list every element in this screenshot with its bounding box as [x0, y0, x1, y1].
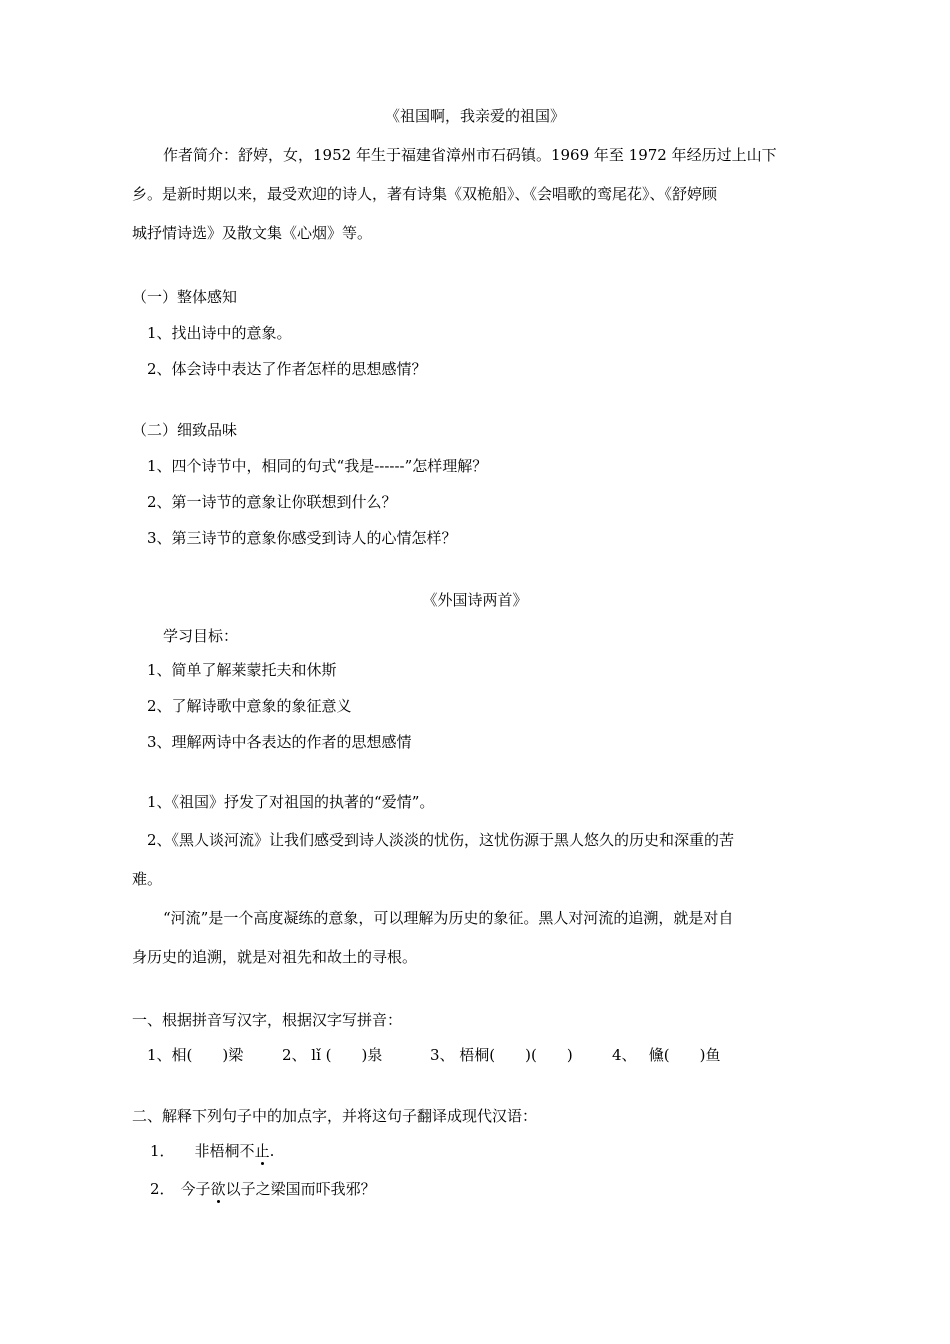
part2-heading: （二）细致品味: [132, 421, 238, 439]
exercise2-heading: 二、解释下列句子中的加点字，并将这句子翻译成现代汉语：: [132, 1107, 538, 1125]
sentence-text: 非梧桐不: [194, 1142, 255, 1160]
part1-item: 1、找出诗中的意象。: [147, 324, 292, 342]
part2-item: 2、第一诗节的意象让你联想到什么？: [147, 493, 397, 511]
goal-item: 2、了解诗歌中意象的象征意义: [147, 697, 352, 715]
author-intro-line-2: 乡。是新时期以来，最受欢迎的诗人，著有诗集《双桅船》、《会唱歌的鸾尾花》、《舒婷顾: [132, 185, 718, 203]
sentence-number: 1．: [150, 1142, 175, 1160]
exercise1-question-1: 1、相( )梁: [147, 1046, 244, 1064]
summary-line-2b: 难。: [132, 870, 163, 888]
dotted-character: 欲: [210, 1180, 226, 1198]
exercise2-sentence-2: [150, 1179, 376, 1199]
author-intro-line-3: 城抒情诗选》及散文集《心烟》等。: [132, 224, 373, 242]
part1-heading: （一）整体感知: [132, 288, 238, 306]
exercise1-heading: 一、根据拼音写汉字，根据汉字写拼音：: [132, 1011, 403, 1029]
author-intro-line-1: 作者简介：舒婷，女，1952 年生于福建省漳州市石码镇。1969 年至 1972 年经历过上山下: [163, 146, 777, 164]
part2-item: 3、第三诗节的意象你感受到诗人的心情怎样？: [147, 529, 457, 547]
summary-line-2a: 2、《黑人谈河流》让我们感受到诗人淡淡的忧伤，这忧伤源于黑人悠久的历史和深重的苦: [147, 831, 735, 849]
sentence-text: 以子之梁国而吓我邪？: [225, 1180, 376, 1198]
goal-item: 1、简单了解莱蒙托夫和休斯: [147, 661, 337, 679]
part1-item: 2、体会诗中表达了作者怎样的思想感情？: [147, 360, 427, 378]
exercise1-question-2: 2、 lǐ ( )泉: [282, 1046, 383, 1064]
dotted-character: 止: [254, 1142, 270, 1160]
goals-heading: 学习目标：: [163, 627, 239, 645]
section-title-foreign-poems: 《外国诗两首》: [422, 591, 528, 609]
summary-line-1: 1、《祖国》抒发了对祖国的执著的“爱情”。: [147, 793, 435, 811]
exercise1-question-4: 4、 儵( )鱼: [612, 1046, 721, 1064]
goal-item: 3、理解两诗中各表达的作者的思想感情: [147, 733, 412, 751]
part2-item: 1、四个诗节中，相同的句式“我是------”怎样理解？: [147, 457, 488, 475]
section-title-motherland: 《祖国啊，我亲爱的祖国》: [384, 107, 565, 125]
summary-line-3b: 身历史的追溯，就是对祖先和故土的寻根。: [132, 948, 418, 966]
exercise2-sentence-1: [150, 1141, 274, 1161]
summary-line-3a: “河流”是一个高度凝练的意象，可以理解为历史的象征。黑人对河流的追溯，就是对自: [163, 909, 734, 927]
sentence-text: 今子: [180, 1180, 211, 1198]
sentence-number: 2．: [150, 1180, 175, 1198]
sentence-text: .: [269, 1142, 275, 1160]
exercise1-question-3: 3、 梧桐( )( ): [430, 1046, 573, 1064]
